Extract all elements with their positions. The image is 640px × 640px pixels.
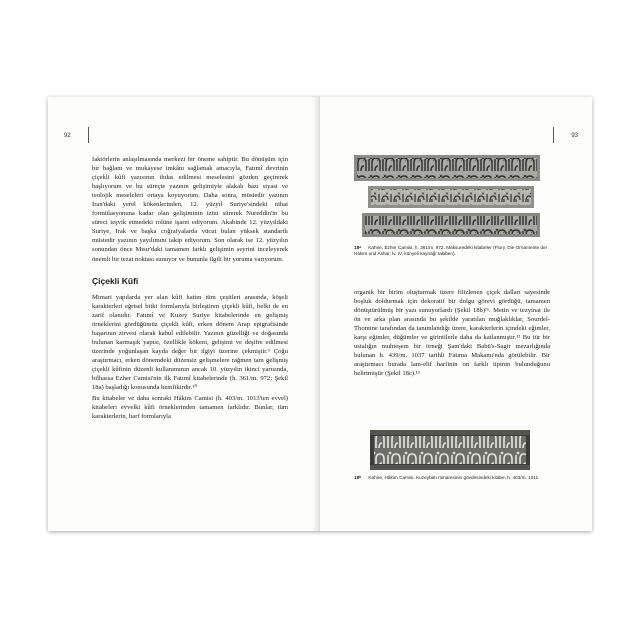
book-spread [48, 97, 592, 531]
paragraph: Bu kitabeler ve daha sonraki Hâkim Camisi (h. 403/m. 1013'ten evvel) kitabeleri evvelki kûfi örneklerinden tamamen farklıdır. Bunlar, tüm karakterlerin, harf formlarıyla [92, 395, 288, 421]
page-number: 92 [64, 133, 71, 139]
figure-18b-caption-block [354, 475, 554, 481]
figure-18a-image [354, 155, 548, 239]
paragraph: faktörlerin anlaşılmasında merkezi bir öneme sahiptir. Bu dönüşüm için bir bağlam ve mukayese imkânı sağlamak amacıyla, Fatımî devrinin çiçekli kûfi yazısının ihdas edilmesi meselesini gözden geçirerek başlıyorum ve bu süreçte yazının gelişimiyle alakalı bazı siyasi ve teolojik meseleleri ortaya koyuyorum. Daha sonra, müstedir yazının İran'daki yerel kökenlerinden, 12. yüzyıl Suriye'sindeki nihai formülasyonuna kadar olan gelişiminin izini sürerek Nureddin'in bu süreci teşvik etmedeki rolüne işaret ediyorum. Akabinde 12. yüzyıldaki Suriye, Irak ve başka coğrafyalarda vücut bulan yüksek standartlı müstedir yazının yayılımını takip ediyorum. Son olarak ise 12. yüzyılın sonundan önce Mısır'daki tamamen farklı gelişimin seyrini inceleyerek önemli bir tezat noktası sunuyor ve bununla ilgili bir yoruma varıyorum. [92, 156, 288, 263]
figure-18b-image [370, 430, 530, 470]
left-text-column [92, 155, 288, 423]
folio-rule [88, 127, 89, 143]
paragraph: organik bir birim oluşturmak üzere filizlenen çiçek dalları sayesinde boşluk doldurmak için dekoratif bir dolgu görevi gördüğü, tamamen dönüştürülmüş bir yazı sunuyorlardı (Şekil 18b)¹¹. Metin ve tezyinat ile ön ve arka plan arasında bu şekilde yaratılan muğlaklıklar, Sourdel-Thomine tarafından da tanımlandığı üzere, karakterlerin içindeki eğimler, karşı eğimler, düğümler ve girintilerle daha da katlanmıştır.¹² Bu tür bir ustalığın muhteşem bir örneği Şam'daki Babü's-Sagir mezarlığında bulunan h. 439/m. 1037 tarihli Fatıma Makamı'nda görülebilir. Bir araştırmacı burada lam-elif harfinin on farklı tipinin bulunduğunu belirtmiştir (Şekil 18c).¹³ [354, 289, 550, 378]
section-heading: Çiçekli Kûfi [92, 275, 139, 286]
right-page [320, 97, 592, 531]
page-number: 93 [571, 133, 578, 139]
folio-rule [553, 127, 554, 143]
figure-label: 18ᵃ [354, 245, 361, 250]
figure-caption: Kahire, Hâkim Camisi. Kuzeybatı minaresinin gövdesindeki kitabe, h. 403/m. 1011. [368, 475, 540, 480]
figure-18a-caption-block [354, 245, 554, 258]
paragraph: Mimari yapılarda yer alan kûfi hattın tüm çeşitleri arasında, köşeli karakterleri eğrisel bitki formlarıyla birleştiren çiçekli kûfi, belki de en zarif olanıdır. Fatımî ve Kuzey Suriye kitabelerinde en gelişmiş örneklerini gördüğümüz çiçekli kûfi, erken dönem Arap epigrafisinde başarının zirvesi olarak kabul edilebilir. Yazının güzelliği ve doğasında bulunan karmaşık yapısı, özellikle kökeni, gelişimi ve deşifre edilmesi üzerinde yoğunlaşan kayda değer bir ilgiyi üzerine çekmiştir.⁹ Çoğu araştırmacı, erken dönemdeki düzensiz gelişmelere rağmen tam gelişmiş çiçekli kûfinin düzenli kullanımının ancak 10. yüzyılın ikinci yarısında, bilhassa Ezher Camisi'nin ilk Fatımî kitabelerinde (h. 361/m. 972; Şekil 18a) başladığı konusunda hemfikirdir.¹⁰ [92, 293, 288, 392]
right-text-column [354, 288, 550, 380]
left-page [48, 97, 320, 531]
figure-caption: Kahire, Ezher Camisi, h. 361/m. 972. Maksuredeki kitabeler (Flury, Die Ornamente der Hakim und Ashar, lv. IV, künyeli kaynağı takiben). [354, 245, 548, 257]
figure-label: 18ᵇ [354, 475, 362, 480]
